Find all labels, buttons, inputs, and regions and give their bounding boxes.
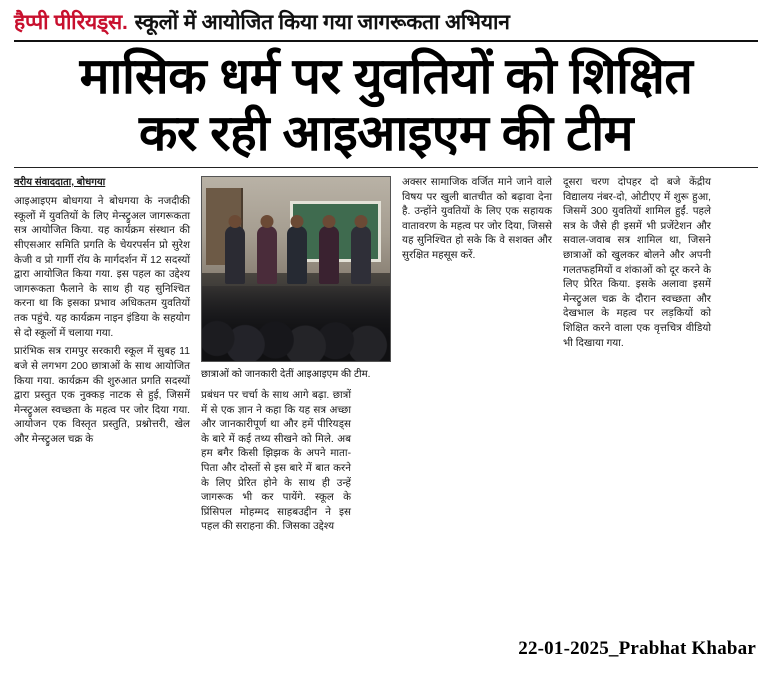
paragraph: आइआइएम बोधगया ने बोधगया के नजदीकी स्कूलों में युवतियों के लिए मेन्स्ट्रुअल जागरूकता सत्र आयोजित किया. यह कार्यक्रम संस्थान की सीएसआर समिति प्रगति के चेयरपर्सन प्रो सुरेश केजी व प्रो गार्गी रॉय के मार्गदर्शन में 12 सदस्यों द्वारा आयोजित किया गया. इस पहल का उद्देश्य जागरूकता फैलाने के साथ ही यह सुनिश्चित करना था कि इसका प्रभाव अधिकतम युवतियों तक पहुंचे. यह कार्यक्रम नाइन इंडिया के सहयोग से दो स्कूलों में चलाया गया.	[14, 196, 190, 339]
page-title	[14, 48, 758, 161]
paragraph: दूसरा चरण दोपहर दो बजे केंद्रीय विद्यालय नंबर-दो, ओटीएए में शुरू हुआ, जिसमें 300 युवतियों शामिल हुईं. पहले सत्र के जैसे ही इसमें भी प्रजेंटेशन और सवाल-जवाब सत्र शामिल था, जिसने छात्राओं को खुलकर बोलने और अपनी गलतफहमियों व शंकाओं को दूर करने के लिए प्रेरित किया. इसके अलावा इसमें मेन्स्ट्रुअल चक्र के दौरान स्वच्छता और देखभाल के महत्व पर लड़कियों को शिक्षित करने वाला एक वृत्तचित्र वीडियो भी दिखाया गया.	[563, 177, 711, 349]
headline-line-2: कर रही आइआइएम की टीम	[138, 104, 634, 161]
lower-columns	[201, 389, 391, 539]
byline: वरीय संवाददाता, बोधगया	[14, 177, 106, 188]
kicker-text: स्कूलों में आयोजित किया गया जागरूकता अभियान	[134, 11, 510, 34]
paragraph: प्रारंभिक सत्र रामपुर सरकारी स्कूल में सुबह 11 बजे से लगभग 200 छात्राओं के साथ आयोजित किया गया. कार्यक्रम की शुरुआत प्रगति सदस्यों द्वारा प्रस्तुत एक नुक्कड़ नाटक से हुई, जिसमें मेन्स्ट्रुअल स्वच्छता के महत्व पर जोर दिया गया. आयोजन एक विस्तृत प्रस्तुति, प्रश्नोत्तरी, खेल और मेन्स्ट्रुअल चक्र के	[14, 346, 190, 445]
photo-block	[201, 176, 391, 539]
divider-rule	[14, 167, 758, 168]
article-column-2	[201, 389, 351, 539]
headline-line-1: मासिक धर्म पर युवतियों को शिक्षित	[79, 48, 693, 104]
date-source-stamp: 22-01-2025_Prabhat Khabar	[518, 638, 756, 659]
article-photo	[201, 176, 391, 362]
article-column-4	[563, 176, 711, 355]
photo-audience	[202, 286, 390, 361]
article-column-1	[14, 176, 190, 452]
paragraph: प्रबंधन पर चर्चा के साथ आगे बढ़ा. छात्रों में से एक ज्ञान ने कहा कि यह सत्र अच्छा और जानकारीपूर्ण था और हमें पीरियड्स के बारे में कई तथ्य सीखने को मिले. अब हम बगैर किसी झिझक के अपने माता-पिता और दोस्तों से इस बारे में बात करने के लिए प्रेरित होने के साथ ही उन्हें जागरूक भी कर पायेंगे. स्कूल के प्रिंसिपल मोहम्मद साहबउद्दीन ने इस पहल की सराहना की. जिसका उद्देश्य	[201, 390, 351, 533]
photo-presenter	[319, 226, 339, 284]
paragraph: अक्सर सामाजिक वर्जित माने जाने वाले विषय पर खुली बातचीत को बढ़ावा देना है. उन्होंने युवतियों के लिए एक सहायक वातावरण के महत्व पर जोर दिया, जिससे यह सुनिश्चित हो सके कि वे सशक्त और सुरक्षित महसूस करें.	[402, 177, 552, 262]
photo-presenter	[225, 226, 245, 284]
article-column-3	[402, 176, 552, 268]
kicker-line	[14, 8, 758, 42]
photo-caption: छात्राओं को जानकारी देतीं आइआइएम की टीम.	[201, 369, 371, 380]
kicker-brand: हैप्पी पीरियड्स.	[14, 11, 128, 34]
photo-presenter	[351, 226, 371, 284]
article-body	[14, 176, 758, 539]
photo-presenter	[287, 226, 307, 284]
photo-presenter	[257, 226, 277, 284]
